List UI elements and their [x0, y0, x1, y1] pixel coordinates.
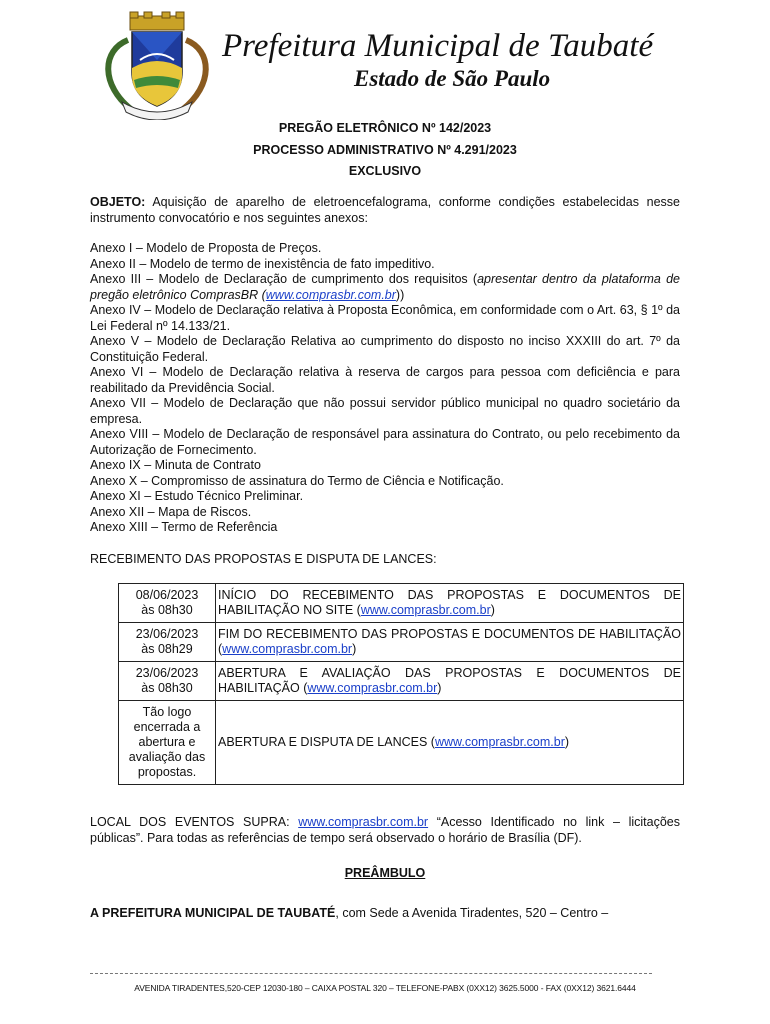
- footer-divider: [90, 973, 652, 974]
- annex-item: Anexo XIII – Termo de Referência: [90, 520, 278, 534]
- header-subtitle: Estado de São Paulo: [354, 66, 551, 91]
- annex-item: Anexo I – Modelo de Proposta de Preços.: [90, 241, 322, 255]
- schedule-desc: ABERTURA E AVALIAÇÃO DAS PROPOSTAS E DOCUMENTOS DE HABILITAÇÃO (www.comprasbr.com.br): [216, 662, 684, 701]
- annex-item: Anexo VI – Modelo de Declaração relativa à reserva de cargos para pessoa com deficiência e para reabilitado da Previdência Social.: [90, 365, 680, 395]
- intro-paragraph: [90, 906, 680, 922]
- recebimento-title: RECEBIMENTO DAS PROPOSTAS E DISPUTA DE LANCES:: [90, 552, 437, 566]
- annex-item: Anexo II – Modelo de termo de inexistência de fato impeditivo.: [90, 256, 435, 271]
- annex-item: Anexo XII – Mapa de Riscos.: [90, 504, 252, 519]
- local-label: LOCAL DOS EVENTOS SUPRA:: [90, 815, 299, 829]
- annex-3-italic: apresentar dentro da plataforma de pregão eletrônico ComprasBR (: [90, 272, 680, 302]
- local-text: “Acesso Identificado no link – licitações públicas”. Para todas as referências de tempo será observado o horário de Brasília (DF).: [90, 815, 680, 845]
- comprasbr-link[interactable]: www.comprasbr.com.br: [298, 815, 429, 829]
- schedule-date: 23/06/2023 às 08h29: [119, 623, 216, 662]
- comprasbr-link[interactable]: www.comprasbr.com.br: [434, 735, 565, 749]
- intro-bold: A PREFEITURA MUNICIPAL DE TAUBATÉ: [90, 906, 336, 920]
- table-row: [119, 662, 684, 701]
- objeto-paragraph: [90, 195, 680, 226]
- annex-3-end: )): [395, 287, 405, 302]
- schedule-desc: INÍCIO DO RECEBIMENTO DAS PROPOSTAS E DOCUMENTOS DE HABILITAÇÃO NO SITE (www.comprasbr.com.br): [216, 584, 684, 623]
- schedule-table: [118, 583, 684, 785]
- annex-item: Anexo VII – Modelo de Declaração que não possui servidor público municipal no quadro societário da empresa.: [90, 396, 680, 426]
- heading-pregao: PREGÃO ELETRÔNICO Nº 142/2023: [278, 121, 492, 135]
- table-row: [119, 584, 684, 623]
- schedule-date: Tão logo encerrada a abertura e avaliação das propostas.: [119, 701, 216, 785]
- annex-item: Anexo VIII – Modelo de Declaração de responsável para assinatura do Contrato, ou pelo recebimento da Autorização de Fornecimento.: [90, 427, 680, 457]
- annex-3-text: Anexo III – Modelo de Declaração de cumprimento dos requisitos (: [90, 272, 478, 286]
- footer-address: AVENIDA TIRADENTES,520-CEP 12030-180 – CAIXA POSTAL 320 – TELEFONE-PABX (0XX12) 3625.5000 - FAX (0XX12) 3621.6444: [134, 983, 636, 993]
- objeto-label: OBJETO:: [90, 195, 146, 209]
- preambulo-heading: PREÂMBULO: [344, 866, 426, 880]
- comprasbr-link[interactable]: www.comprasbr.com.br: [222, 642, 353, 656]
- annex-item: Anexo IV – Modelo de Declaração relativa à Proposta Econômica, em conformidade com o Art. 63, § 1º da Lei Federal nº 14.133/21.: [90, 303, 680, 333]
- schedule-date: 23/06/2023 às 08h30: [119, 662, 216, 701]
- heading-exclusivo: EXCLUSIVO: [348, 164, 422, 178]
- table-row: [119, 623, 684, 662]
- local-paragraph: [90, 815, 680, 846]
- heading-processo: PROCESSO ADMINISTRATIVO Nº 4.291/2023: [253, 143, 517, 157]
- annex-item: Anexo X – Compromisso de assinatura do Termo de Ciência e Notificação.: [90, 473, 504, 488]
- comprasbr-link[interactable]: www.comprasbr.com.br: [265, 287, 396, 302]
- intro-text: , com Sede a Avenida Tiradentes, 520 – Centro –: [335, 906, 609, 920]
- coat-of-arms-icon: [92, 10, 222, 120]
- header-title: Prefeitura Municipal de Taubaté: [222, 28, 654, 64]
- comprasbr-link[interactable]: www.comprasbr.com.br: [360, 603, 491, 617]
- schedule-desc: ABERTURA E DISPUTA DE LANCES (www.comprasbr.com.br): [216, 701, 684, 785]
- annex-item: [90, 272, 680, 303]
- objeto-text: Aquisição de aparelho de eletroencefalograma, conforme condições estabelecidas nesse instrumento convocatório e nos seguintes anexos:: [90, 195, 680, 225]
- annex-item: Anexo XI – Estudo Técnico Preliminar.: [90, 489, 304, 503]
- annex-item: Anexo V – Modelo de Declaração Relativa ao cumprimento do disposto no inciso XXXIII do art. 7º da Constituição Federal.: [90, 334, 680, 364]
- table-row: [119, 701, 684, 785]
- comprasbr-link[interactable]: www.comprasbr.com.br: [307, 681, 438, 695]
- annex-item: Anexo IX – Minuta de Contrato: [90, 458, 261, 472]
- schedule-date: 08/06/2023 às 08h30: [119, 584, 216, 623]
- annex-list: [90, 241, 680, 536]
- schedule-desc: FIM DO RECEBIMENTO DAS PROPOSTAS E DOCUMENTOS DE HABILITAÇÃO (www.comprasbr.com.br): [216, 623, 684, 662]
